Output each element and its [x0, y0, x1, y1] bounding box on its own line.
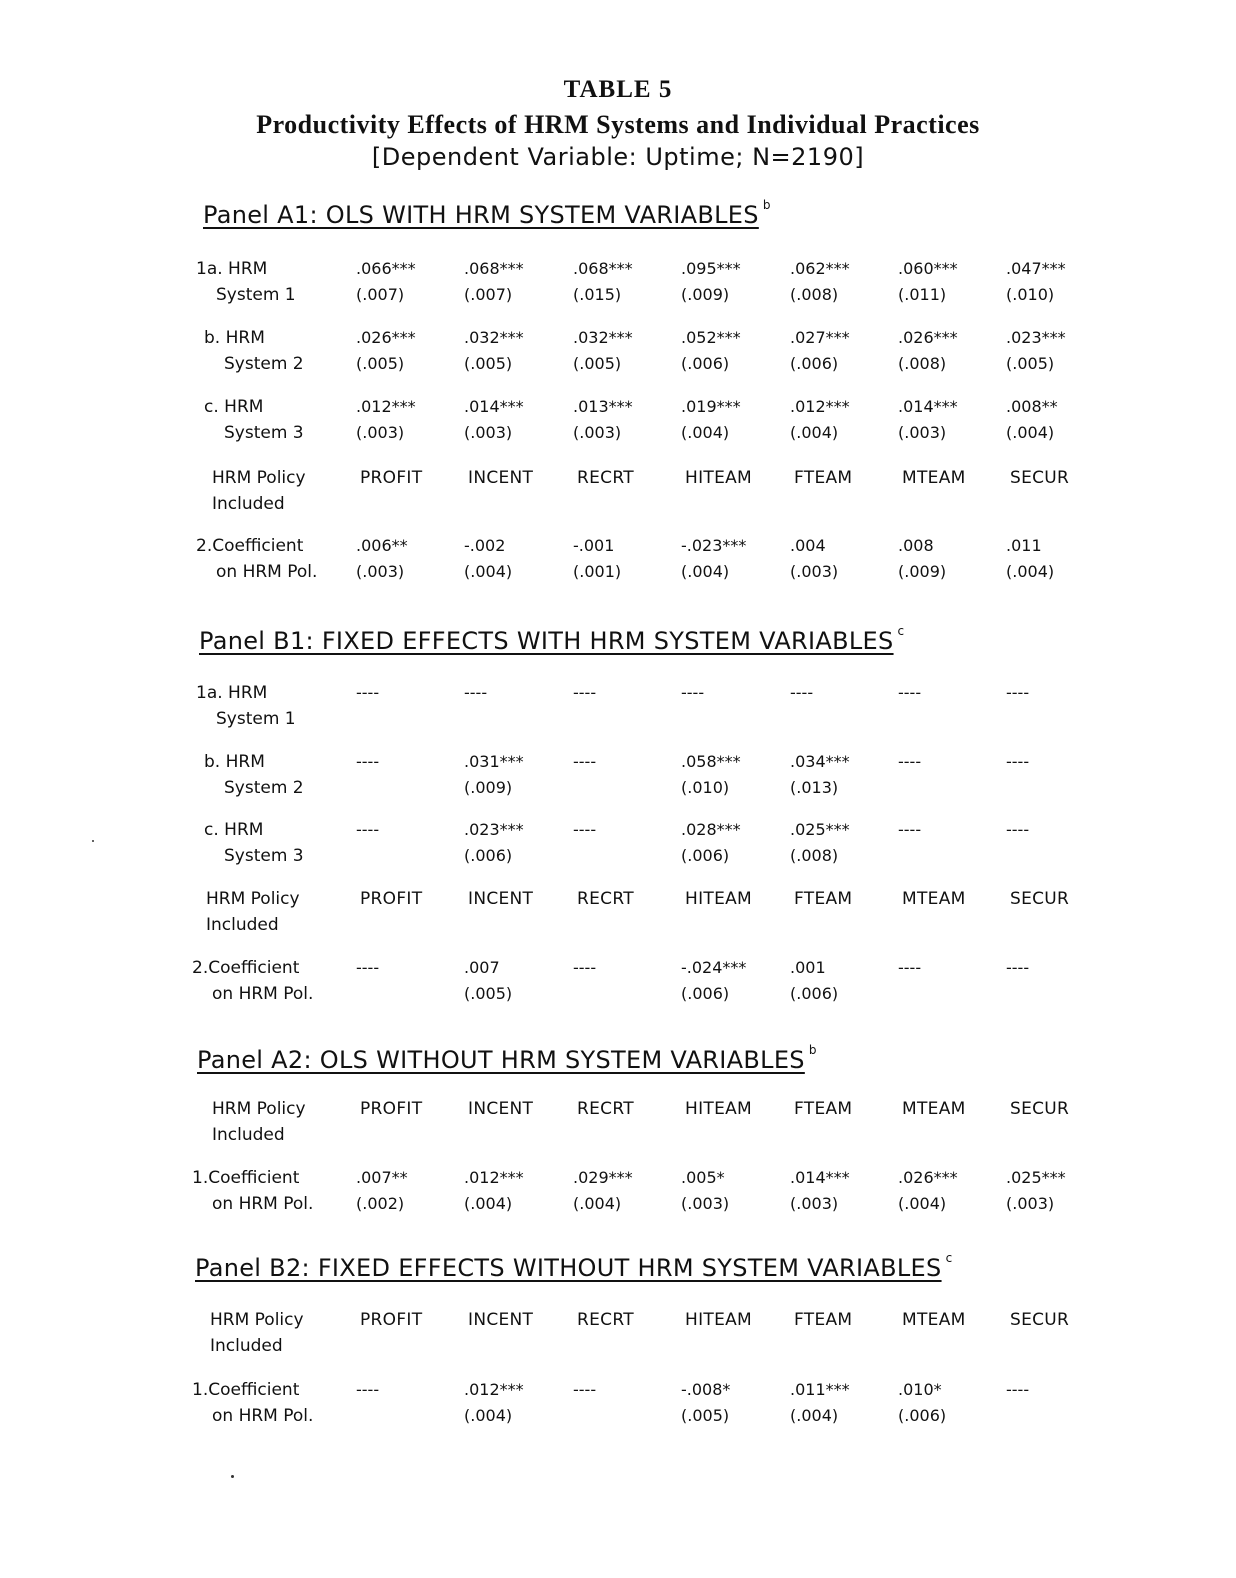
coefficient-cell [898, 680, 921, 706]
policy-label [210, 1307, 304, 1359]
standard-error: (.010) [681, 778, 730, 797]
coefficient-value: ---- [573, 752, 597, 771]
coefficient-cell [573, 533, 621, 585]
coefficient-cell [790, 817, 850, 869]
row-label [196, 256, 296, 308]
stray-mark [92, 840, 94, 842]
coefficient-cell [681, 533, 746, 585]
standard-error: (.003) [1006, 1194, 1055, 1213]
row-label-line1: b. HRM [204, 752, 265, 772]
coefficient-value: .013*** [573, 397, 633, 416]
policy-label [212, 1096, 306, 1148]
policy-name: SECUR [1010, 468, 1070, 488]
coefficient-cell [898, 817, 921, 843]
row-label-line2: System 3 [224, 846, 304, 866]
coefficient-value: .026*** [898, 328, 958, 347]
coefficient-value: .026*** [898, 1168, 958, 1187]
row-label-line2: System 1 [216, 285, 296, 305]
coefficient-value: ---- [898, 752, 922, 771]
row-label [204, 325, 304, 377]
row-label-line1: 1.Coefficient [192, 1168, 300, 1188]
policy-name: MTEAM [902, 1310, 966, 1330]
policy-name: RECRT [577, 468, 634, 488]
coefficient-value: .007 [464, 958, 500, 977]
standard-error: (.013) [790, 778, 839, 797]
coefficient-cell [790, 256, 850, 308]
policy-name: MTEAM [902, 889, 966, 909]
row-label-line1: c. HRM [204, 397, 264, 417]
policy-name: SECUR [1010, 1099, 1070, 1119]
coefficient-cell [464, 1165, 524, 1217]
coefficient-cell [898, 955, 921, 981]
policy-name: FTEAM [794, 1310, 853, 1330]
standard-error: (.004) [1006, 423, 1055, 442]
standard-error: (.008) [898, 354, 947, 373]
policy-name: INCENT [468, 1310, 534, 1330]
standard-error: (.004) [464, 1194, 513, 1213]
policy-name: PROFIT [360, 468, 423, 488]
coefficient-value: .095*** [681, 259, 741, 278]
policy-name: INCENT [468, 889, 534, 909]
standard-error: (.011) [898, 285, 947, 304]
coefficient-value: .032*** [464, 328, 524, 347]
policy-label-line2: Included [212, 494, 285, 514]
coefficient-value: ---- [1006, 958, 1030, 977]
row-label [196, 680, 296, 732]
panel-a2-heading: Panel A2: OLS WITHOUT HRM SYSTEM VARIABLES $^b$ [197, 1043, 817, 1074]
coefficient-cell [681, 955, 746, 1007]
policy-label-line1: HRM Policy [210, 1310, 304, 1330]
policy-name: INCENT [468, 1099, 534, 1119]
policy-label-line2: Included [210, 1336, 283, 1356]
coefficient-cell [898, 325, 958, 377]
coefficient-row-label [192, 955, 313, 1007]
coefficient-value: .001 [790, 958, 826, 977]
standard-error: (.002) [356, 1194, 405, 1213]
standard-error: (.003) [356, 423, 405, 442]
row-label-line2: System 3 [224, 423, 304, 443]
coefficient-value: ---- [1006, 752, 1030, 771]
coefficient-value: .019*** [681, 397, 741, 416]
coefficient-value: -.002 [464, 536, 506, 555]
policy-name: INCENT [468, 468, 534, 488]
coefficient-cell [464, 256, 524, 308]
standard-error: (.003) [790, 562, 839, 581]
coefficient-cell [573, 955, 596, 981]
coefficient-cell [356, 533, 408, 585]
stray-mark [231, 1475, 234, 1478]
coefficient-value: ---- [898, 958, 922, 977]
row-label-line1: 1a. HRM [196, 259, 268, 279]
coefficient-value: .006** [356, 536, 408, 555]
coefficient-value: ---- [1006, 820, 1030, 839]
coefficient-value: .005* [681, 1168, 725, 1187]
coefficient-cell [681, 1165, 729, 1217]
coefficient-cell [573, 325, 633, 377]
row-label-line2: on HRM Pol. [212, 1406, 314, 1426]
coefficient-value: .031*** [464, 752, 524, 771]
row-label [204, 817, 304, 869]
coefficient-value: .014*** [790, 1168, 850, 1187]
coefficient-value: .012*** [464, 1380, 524, 1399]
coefficient-value: ---- [1006, 683, 1030, 702]
coefficient-cell [681, 749, 741, 801]
row-label [204, 749, 304, 801]
coefficient-cell [1006, 1377, 1029, 1403]
coefficient-cell [356, 1377, 379, 1403]
coefficient-value: -.001 [573, 536, 615, 555]
standard-error: (.004) [790, 1406, 839, 1425]
coefficient-cell [573, 680, 596, 706]
policy-name: FTEAM [794, 468, 853, 488]
coefficient-cell [1006, 256, 1066, 308]
table-title: Productivity Effects of HRM Systems and Individual Practices [256, 110, 980, 139]
standard-error: (.009) [464, 778, 513, 797]
policy-name: PROFIT [360, 1099, 423, 1119]
standard-error: (.006) [790, 354, 839, 373]
coefficient-value: .012*** [790, 397, 850, 416]
coefficient-cell [356, 325, 416, 377]
coefficient-cell [898, 533, 946, 585]
standard-error: (.009) [898, 562, 947, 581]
policy-name: PROFIT [360, 1310, 423, 1330]
coefficient-value: .029*** [573, 1168, 633, 1187]
standard-error: (.007) [356, 285, 405, 304]
coefficient-value: .008 [898, 536, 934, 555]
standard-error: (.003) [356, 562, 405, 581]
coefficient-cell [1006, 680, 1029, 706]
row-label-line2: on HRM Pol. [212, 1194, 314, 1214]
policy-name: PROFIT [360, 889, 423, 909]
row-label-line2: System 1 [216, 709, 296, 729]
coefficient-cell [790, 955, 838, 1007]
coefficient-value: .032*** [573, 328, 633, 347]
coefficient-cell [898, 1377, 946, 1429]
coefficient-cell [790, 1377, 850, 1429]
standard-error: (.004) [790, 423, 839, 442]
coefficient-value: .047*** [1006, 259, 1066, 278]
coefficient-value: .014*** [898, 397, 958, 416]
coefficient-cell [681, 680, 704, 706]
policy-name: RECRT [577, 1099, 634, 1119]
coefficient-cell [356, 749, 379, 775]
coefficient-cell [464, 955, 512, 1007]
coefficient-value: .025*** [1006, 1168, 1066, 1187]
standard-error: (.006) [681, 846, 730, 865]
coefficient-cell [573, 749, 596, 775]
coefficient-cell [356, 817, 379, 843]
coefficient-cell [681, 817, 741, 869]
coefficient-value: ---- [573, 958, 597, 977]
coefficient-cell [681, 325, 741, 377]
coefficient-cell [1006, 817, 1029, 843]
policy-name: HITEAM [685, 1310, 753, 1330]
standard-error: (.003) [573, 423, 622, 442]
coefficient-value: ---- [573, 820, 597, 839]
coefficient-value: .058*** [681, 752, 741, 771]
coefficient-cell [356, 1165, 408, 1217]
standard-error: (.005) [1006, 354, 1055, 373]
row-label-line1: c. HRM [204, 820, 264, 840]
coefficient-cell [464, 680, 487, 706]
coefficient-cell [1006, 749, 1029, 775]
coefficient-value: ---- [1006, 1380, 1030, 1399]
policy-name: MTEAM [902, 1099, 966, 1119]
coefficient-value: .012*** [356, 397, 416, 416]
coefficient-cell [790, 533, 838, 585]
standard-error: (.003) [681, 1194, 730, 1213]
policy-label-line1: HRM Policy [212, 468, 306, 488]
coefficient-cell [790, 325, 850, 377]
policy-name: SECUR [1010, 889, 1070, 909]
standard-error: (.006) [681, 354, 730, 373]
standard-error: (.006) [464, 846, 513, 865]
standard-error: (.009) [681, 285, 730, 304]
coefficient-cell [898, 256, 958, 308]
coefficient-value: .025*** [790, 820, 850, 839]
standard-error: (.005) [356, 354, 405, 373]
row-label-line1: 1a. HRM [196, 683, 268, 703]
row-label-line1: 2.Coefficient [192, 958, 300, 978]
coefficient-value: ---- [898, 820, 922, 839]
table-number: TABLE 5 [563, 76, 673, 103]
coefficient-value: -.024*** [681, 958, 747, 977]
policy-label-line1: HRM Policy [212, 1099, 306, 1119]
row-label-line1: b. HRM [204, 328, 265, 348]
standard-error: (.004) [464, 562, 513, 581]
coefficient-value: .023*** [464, 820, 524, 839]
coefficient-row-label [196, 533, 317, 585]
coefficient-cell [464, 533, 512, 585]
standard-error: (.003) [790, 1194, 839, 1213]
coefficient-value: ---- [573, 683, 597, 702]
coefficient-cell [573, 256, 633, 308]
standard-error: (.010) [1006, 285, 1055, 304]
coefficient-cell [464, 394, 524, 446]
policy-label-line2: Included [206, 915, 279, 935]
coefficient-value: ---- [356, 820, 380, 839]
standard-error: (.006) [898, 1406, 947, 1425]
standard-error: (.007) [464, 285, 513, 304]
coefficient-value: .007** [356, 1168, 408, 1187]
standard-error: (.004) [681, 423, 730, 442]
coefficient-value: .014*** [464, 397, 524, 416]
row-label-line1: 2.Coefficient [196, 536, 304, 556]
coefficient-cell [790, 394, 850, 446]
coefficient-value: .011 [1006, 536, 1042, 555]
coefficient-cell [681, 394, 741, 446]
policy-name: FTEAM [794, 1099, 853, 1119]
coefficient-value: ---- [356, 752, 380, 771]
policy-name: HITEAM [685, 1099, 753, 1119]
standard-error: (.008) [790, 846, 839, 865]
coefficient-value: ---- [898, 683, 922, 702]
row-label-line2: on HRM Pol. [212, 984, 314, 1004]
coefficient-value: .026*** [356, 328, 416, 347]
coefficient-cell [573, 394, 633, 446]
coefficient-cell [898, 749, 921, 775]
coefficient-value: .052*** [681, 328, 741, 347]
policy-label-line1: HRM Policy [206, 889, 300, 909]
policy-name: RECRT [577, 889, 634, 909]
coefficient-value: ---- [356, 1380, 380, 1399]
coefficient-cell [898, 1165, 958, 1217]
coefficient-cell [790, 1165, 850, 1217]
coefficient-cell [573, 1377, 596, 1403]
policy-name: RECRT [577, 1310, 634, 1330]
row-label-line2: on HRM Pol. [216, 562, 318, 582]
panel-b1-heading: Panel B1: FIXED EFFECTS WITH HRM SYSTEM VARIABLES $^c$ [199, 624, 905, 655]
coefficient-cell [790, 680, 813, 706]
coefficient-value: .060*** [898, 259, 958, 278]
panel-b2-heading: Panel B2: FIXED EFFECTS WITHOUT HRM SYSTEM VARIABLES $^c$ [195, 1251, 953, 1282]
coefficient-value: ---- [464, 683, 488, 702]
coefficient-cell [356, 394, 416, 446]
standard-error: (.001) [573, 562, 622, 581]
coefficient-cell [464, 817, 524, 869]
standard-error: (.008) [790, 285, 839, 304]
standard-error: (.005) [681, 1406, 730, 1425]
policy-name: MTEAM [902, 468, 966, 488]
policy-label [212, 465, 306, 517]
coefficient-cell [681, 1377, 730, 1429]
coefficient-value: -.008* [681, 1380, 731, 1399]
coefficient-value: .010* [898, 1380, 942, 1399]
coefficient-cell [356, 256, 416, 308]
coefficient-cell [573, 817, 596, 843]
coefficient-value: ---- [356, 683, 380, 702]
coefficient-value: -.023*** [681, 536, 747, 555]
coefficient-value: .027*** [790, 328, 850, 347]
coefficient-cell [356, 955, 379, 981]
coefficient-value: .068*** [464, 259, 524, 278]
coefficient-value: .011*** [790, 1380, 850, 1399]
policy-name: SECUR [1010, 1310, 1070, 1330]
coefficient-value: ---- [790, 683, 814, 702]
coefficient-cell [1006, 394, 1058, 446]
standard-error: (.004) [681, 562, 730, 581]
policy-name: HITEAM [685, 468, 753, 488]
coefficient-value: .066*** [356, 259, 416, 278]
row-label-line2: System 2 [224, 778, 304, 798]
row-label-line1: 1.Coefficient [192, 1380, 300, 1400]
coefficient-cell [790, 749, 850, 801]
coefficient-row-label [192, 1377, 313, 1429]
standard-error: (.005) [464, 354, 513, 373]
coefficient-cell [464, 749, 524, 801]
coefficient-cell [464, 325, 524, 377]
coefficient-cell [356, 680, 379, 706]
coefficient-cell [1006, 1165, 1066, 1217]
coefficient-value: ---- [356, 958, 380, 977]
standard-error: (.004) [1006, 562, 1055, 581]
policy-name: HITEAM [685, 889, 753, 909]
standard-error: (.006) [681, 984, 730, 1003]
coefficient-value: .028*** [681, 820, 741, 839]
standard-error: (.003) [464, 423, 513, 442]
coefficient-value: .023*** [1006, 328, 1066, 347]
table-subtitle: [Dependent Variable: Uptime; N=2190] [371, 143, 865, 171]
coefficient-cell [898, 394, 958, 446]
policy-name: FTEAM [794, 889, 853, 909]
coefficient-value: .004 [790, 536, 826, 555]
coefficient-value: ---- [573, 1380, 597, 1399]
standard-error: (.003) [898, 423, 947, 442]
row-label [204, 394, 304, 446]
coefficient-cell [1006, 955, 1029, 981]
coefficient-cell [1006, 533, 1054, 585]
coefficient-cell [1006, 325, 1066, 377]
standard-error: (.006) [790, 984, 839, 1003]
standard-error: (.004) [464, 1406, 513, 1425]
policy-label-line2: Included [212, 1125, 285, 1145]
coefficient-cell [573, 1165, 633, 1217]
panel-a1-heading: Panel A1: OLS WITH HRM SYSTEM VARIABLES $^b$ [203, 198, 771, 229]
coefficient-value: .008** [1006, 397, 1058, 416]
standard-error: (.004) [898, 1194, 947, 1213]
standard-error: (.015) [573, 285, 622, 304]
standard-error: (.004) [573, 1194, 622, 1213]
coefficient-value: .012*** [464, 1168, 524, 1187]
coefficient-value: .062*** [790, 259, 850, 278]
coefficient-cell [464, 1377, 524, 1429]
coefficient-value: .034*** [790, 752, 850, 771]
standard-error: (.005) [464, 984, 513, 1003]
coefficient-row-label [192, 1165, 313, 1217]
coefficient-cell [681, 256, 741, 308]
coefficient-value: .068*** [573, 259, 633, 278]
policy-label [206, 886, 300, 938]
coefficient-value: ---- [681, 683, 705, 702]
row-label-line2: System 2 [224, 354, 304, 374]
standard-error: (.005) [573, 354, 622, 373]
